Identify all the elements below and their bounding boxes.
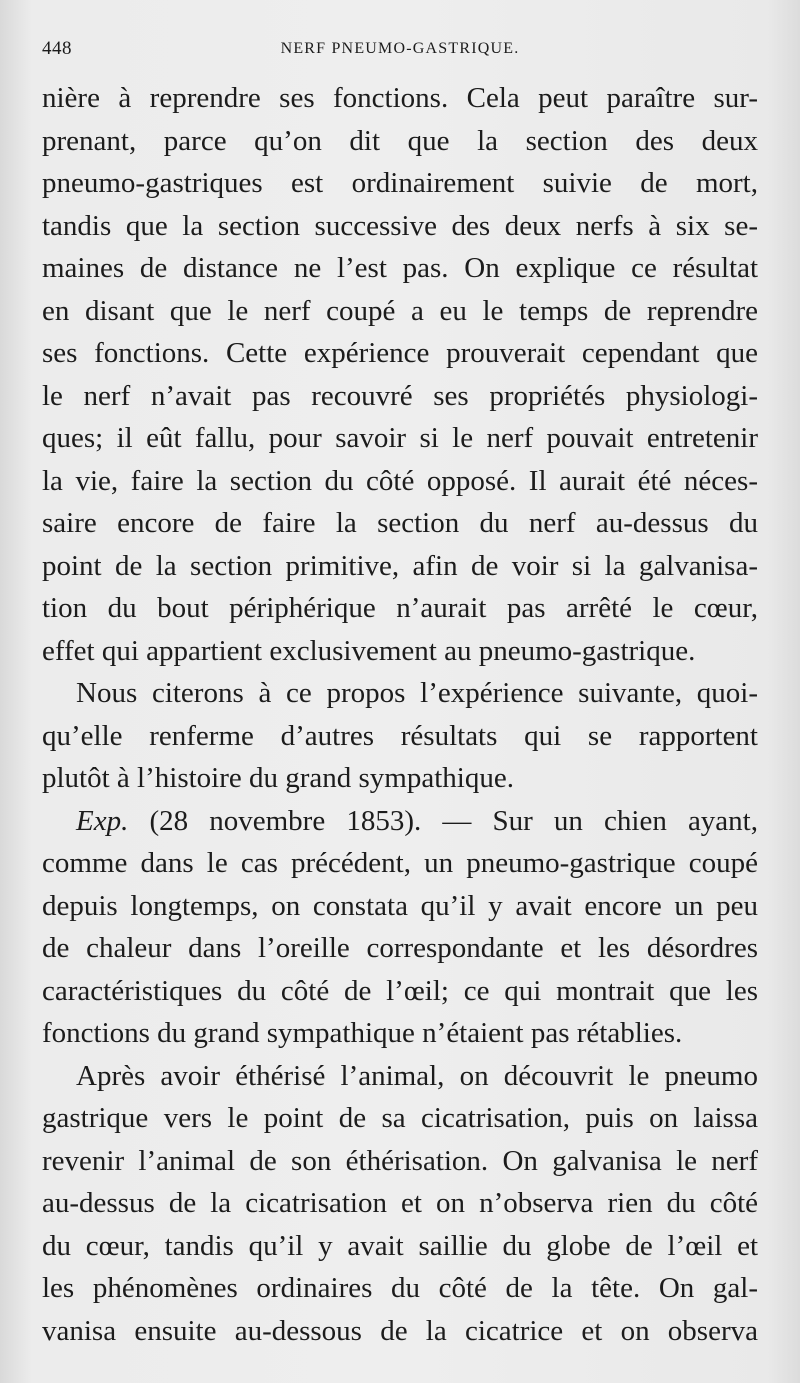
paragraph-intro-experiment xyxy=(42,672,758,800)
text-line: plutôt à l’histoire du grand sympathique. xyxy=(42,762,514,794)
text-line: du cœur, tandis qu’il y avait saillie du globe de l’œil et xyxy=(42,1229,758,1262)
text-line: caractéristiques du côté de l’œil; ce qui montrait que les xyxy=(42,974,758,1007)
running-head xyxy=(42,38,758,62)
text-line: ques; il eût fallu, pour savoir si le nerf pouvait entretenir xyxy=(42,422,758,454)
paragraph-procedure xyxy=(42,1055,758,1353)
text-line: le nerf n’avait pas recouvré ses propriétés physiologi- xyxy=(42,379,758,412)
text-line: la vie, faire la section du côté opposé. Il aurait été néces- xyxy=(42,464,758,497)
text-line: au-dessus de la cicatrisation et on n’observa rien du côté xyxy=(42,1187,758,1219)
running-title: NERF PNEUMO-GASTRIQUE. xyxy=(280,40,520,57)
text-line: depuis longtemps, on constata qu’il y avait encore un peu xyxy=(42,889,758,922)
experiment-date-text: (28 novembre 1853). — Sur un chien ayant, xyxy=(149,804,758,837)
text-line: en disant que le nerf coupé a eu le temps de reprendre xyxy=(42,294,758,327)
text-line: effet qui appartient exclusivement au pneumo-gastrique. xyxy=(42,634,696,667)
text-line: comme dans le cas précédent, un pneumo-gastrique coupé xyxy=(42,847,758,879)
text-line: gastrique vers le point de sa cicatrisation, puis on laissa xyxy=(42,1102,758,1134)
text-line: tandis que la section successive des deux nerfs à six se- xyxy=(42,209,758,242)
text-line: prenant, parce qu’on dit que la section des deux xyxy=(42,124,758,157)
text-line: nière à reprendre ses fonctions. Cela peut paraître sur- xyxy=(42,82,758,114)
text-line: ses fonctions. Cette expérience prouverait cependant que xyxy=(42,337,758,369)
text-line: vanisa ensuite au-dessous de la cicatrice et on observa xyxy=(42,1314,758,1347)
paragraph-continuation xyxy=(42,77,758,672)
text-line: point de la section primitive, afin de voir si la galvanisa- xyxy=(42,549,758,582)
text-line: Après avoir éthérisé l’animal, on découvrit le pneumo xyxy=(76,1059,758,1092)
page-number: 448 xyxy=(42,38,72,59)
text-line: pneumo-gastriques est ordinairement suivie de mort, xyxy=(42,167,758,199)
text-line: les phénomènes ordinaires du côté de la tête. On gal- xyxy=(42,1272,758,1304)
text-line: Nous citerons à ce propos l’expérience suivante, quoi- xyxy=(76,677,758,709)
paragraph-experiment xyxy=(42,800,758,1055)
experiment-label: Exp. xyxy=(76,804,129,837)
experiment-heading-line xyxy=(42,800,758,843)
text-line: tion du bout périphérique n’aurait pas arrêté le cœur, xyxy=(42,592,758,624)
text-line: fonctions du grand sympathique n’étaient pas rétablies. xyxy=(42,1017,683,1049)
body-text xyxy=(42,77,758,1352)
text-line: saire encore de faire la section du nerf au-dessus du xyxy=(42,507,758,539)
text-line: maines de distance ne l’est pas. On explique ce résultat xyxy=(42,252,758,284)
text-line: qu’elle renferme d’autres résultats qui se rapportent xyxy=(42,719,758,752)
text-line: revenir l’animal de son éthérisation. On galvanisa le nerf xyxy=(42,1144,758,1177)
text-line: de chaleur dans l’oreille correspondante et les désordres xyxy=(42,932,758,964)
